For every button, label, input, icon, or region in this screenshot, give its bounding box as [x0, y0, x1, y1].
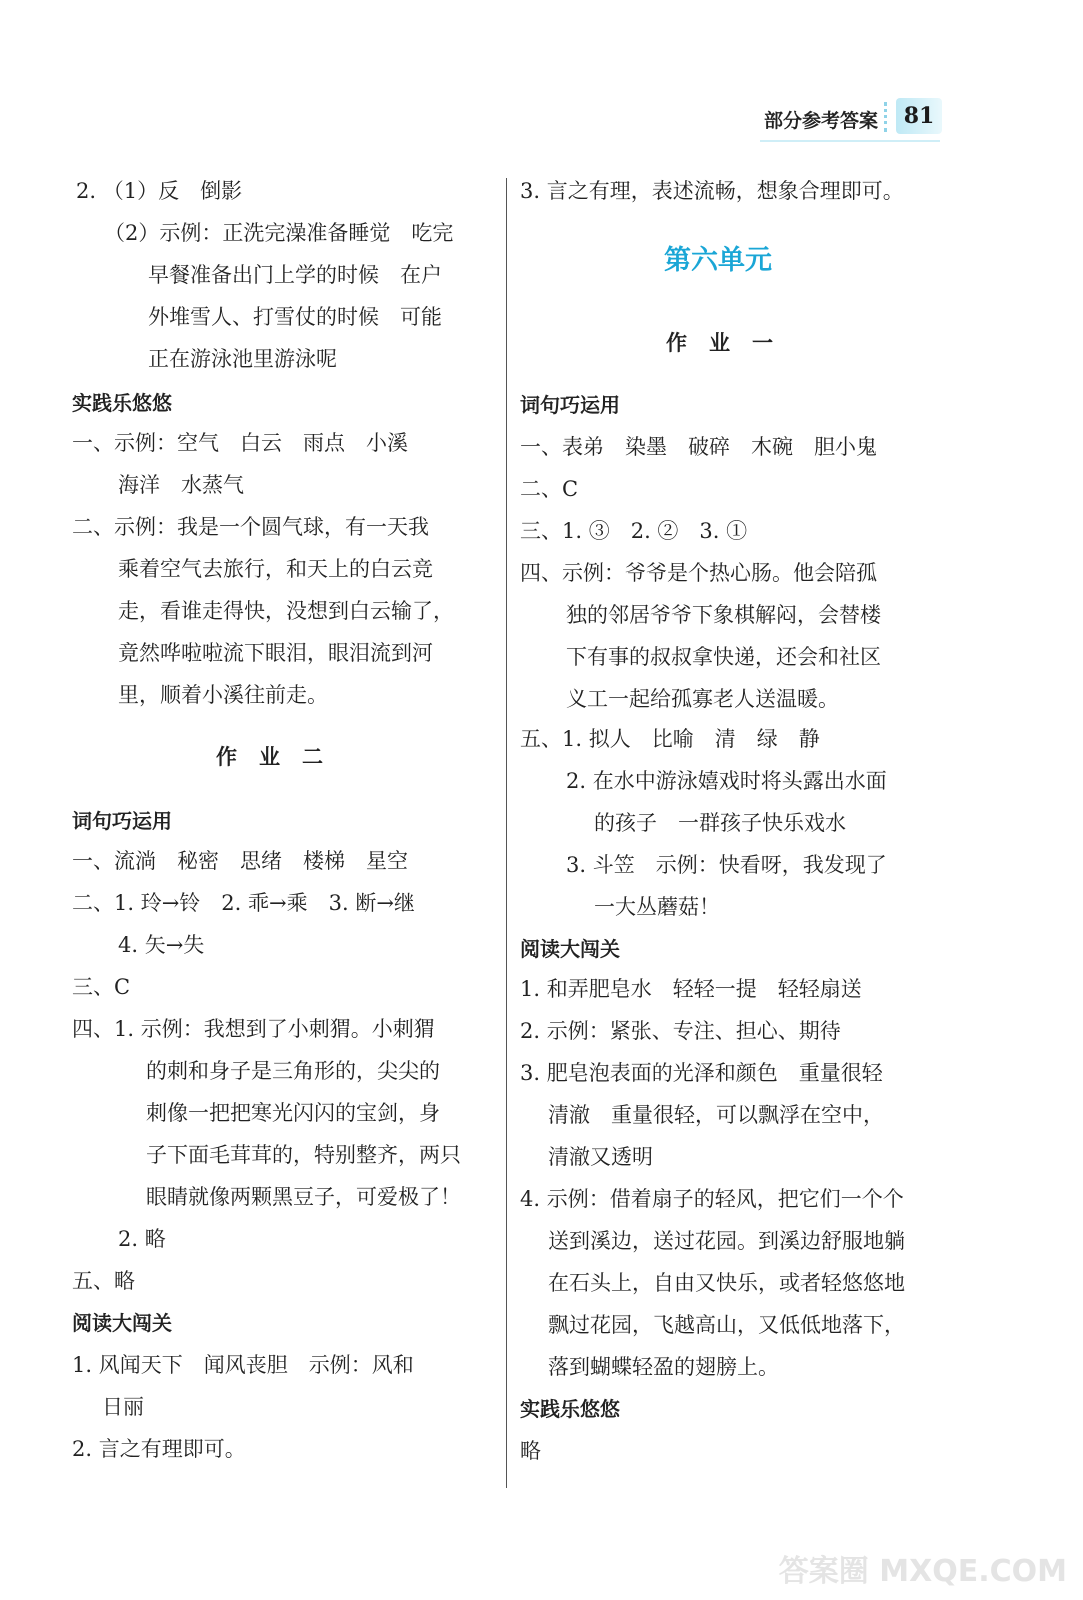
- answer-line: 2. 在水中游泳嬉戏时将头露出水面: [566, 769, 887, 793]
- answer-line: 四、1. 示例：我想到了小刺猬。小刺猬: [72, 1017, 435, 1041]
- answer-line: 的孩子 一群孩子快乐戏水: [594, 811, 846, 835]
- answer-line: 一、流淌 秘密 思绪 楼梯 星空: [72, 849, 408, 873]
- answer-line: 1. 风闻天下 闻风丧胆 示例：风和: [72, 1353, 414, 1377]
- answer-line: 3. 肥皂泡表面的光泽和颜色 重量很轻: [520, 1061, 883, 1085]
- section-heading: 阅读大闯关: [520, 937, 620, 961]
- answer-line: 日丽: [102, 1395, 144, 1419]
- answer-line: 一、示例：空气 白云 雨点 小溪: [72, 431, 408, 455]
- answer-line: 清澈 重量很轻，可以飘浮在空中，: [548, 1103, 884, 1127]
- answer-line: 3. 言之有理，表述流畅，想象合理即可。: [520, 179, 904, 203]
- answer-line: 4. 示例：借着扇子的轻风，把它们一个个: [520, 1187, 904, 1211]
- answer-line: 五、略: [72, 1269, 135, 1293]
- section-heading: 实践乐悠悠: [520, 1397, 620, 1421]
- answer-line: 2. （1）反 倒影: [76, 179, 243, 203]
- answer-line: 竟然哗啦啦流下眼泪，眼泪流到河: [118, 641, 433, 665]
- answer-line: 2. 言之有理即可。: [72, 1437, 246, 1461]
- answer-line: 1. 和弄肥皂水 轻轻一提 轻轻扇送: [520, 977, 862, 1001]
- answer-line: 略: [520, 1439, 541, 1463]
- assignment-heading: 作业二: [216, 744, 345, 769]
- answer-line: 二、1. 玲→铃 2. 乖→乘 3. 断→继: [72, 891, 415, 915]
- answer-line: 二、示例：我是一个圆气球，有一天我: [72, 515, 429, 539]
- answer-line: 一、表弟 染墨 破碎 木碗 胆小鬼: [520, 435, 877, 459]
- answer-line: （2）示例：正洗完澡准备睡觉 吃完: [104, 221, 454, 245]
- answer-line: 2. 示例：紧张、专注、担心、期待: [520, 1019, 841, 1043]
- answer-line: 三、C: [72, 975, 131, 999]
- section-heading: 实践乐悠悠: [72, 391, 172, 415]
- answer-line: 四、示例：爷爷是个热心肠。他会陪孤: [520, 561, 877, 585]
- answer-line: 飘过花园，飞越高山，又低低地落下，: [548, 1313, 905, 1337]
- answer-line: 五、1. 拟人 比喻 清 绿 静: [520, 727, 820, 751]
- answer-line: 4. 矢→失: [118, 933, 205, 957]
- answer-line: 3. 斗笠 示例：快看呀，我发现了: [566, 853, 887, 877]
- answer-line: 刺像一把把寒光闪闪的宝剑，身: [146, 1101, 440, 1125]
- answer-line: 正在游泳池里游泳呢: [148, 347, 337, 371]
- section-heading: 阅读大闯关: [72, 1311, 172, 1335]
- answer-line: 眼睛就像两颗黑豆子，可爱极了！: [146, 1185, 461, 1209]
- answer-line: 义工一起给孤寡老人送温暖。: [566, 687, 839, 711]
- answer-line: 子下面毛茸茸的，特别整齐，两只: [146, 1143, 461, 1167]
- answer-line: 早餐准备出门上学的时候 在户: [148, 263, 442, 287]
- header-underline: [760, 140, 940, 142]
- answer-line: 在石头上，自由又快乐，或者轻悠悠地: [548, 1271, 905, 1295]
- answer-line: 的刺和身子是三角形的，尖尖的: [146, 1059, 440, 1083]
- column-divider: [506, 178, 507, 1488]
- answer-line: 独的邻居爷爷下象棋解闷，会替楼: [566, 603, 881, 627]
- answer-line: 三、1. ③ 2. ② 3. ①: [520, 519, 748, 543]
- answer-line: 一大丛蘑菇！: [594, 895, 720, 919]
- answer-line: 走，看谁走得快，没想到白云输了，: [118, 599, 454, 623]
- answer-line: 送到溪边，送过花园。到溪边舒服地躺: [548, 1229, 905, 1253]
- answer-line: 海洋 水蒸气: [118, 473, 244, 497]
- watermark: 答案圈 MXQE.COM: [778, 1554, 1067, 1589]
- answer-line: 落到蝴蝶轻盈的翅膀上。: [548, 1355, 779, 1379]
- answer-line: 2. 略: [118, 1227, 166, 1251]
- assignment-heading: 作业一: [666, 330, 795, 355]
- section-heading: 词句巧运用: [72, 809, 172, 833]
- header-dots: [884, 102, 895, 132]
- page-header: [760, 98, 940, 138]
- answer-line: 里，顺着小溪往前走。: [118, 683, 328, 707]
- answer-line: 乘着空气去旅行，和天上的白云竞: [118, 557, 433, 581]
- page-number: 81: [896, 98, 942, 134]
- answer-line: 下有事的叔叔拿快递，还会和社区: [566, 645, 881, 669]
- header-label: 部分参考答案: [764, 110, 879, 132]
- section-heading: 词句巧运用: [520, 393, 620, 417]
- answer-line: 二、C: [520, 477, 579, 501]
- unit-title: 第六单元: [664, 245, 772, 276]
- answer-line: 外堆雪人、打雪仗的时候 可能: [148, 305, 442, 329]
- answer-line: 清澈又透明: [548, 1145, 653, 1169]
